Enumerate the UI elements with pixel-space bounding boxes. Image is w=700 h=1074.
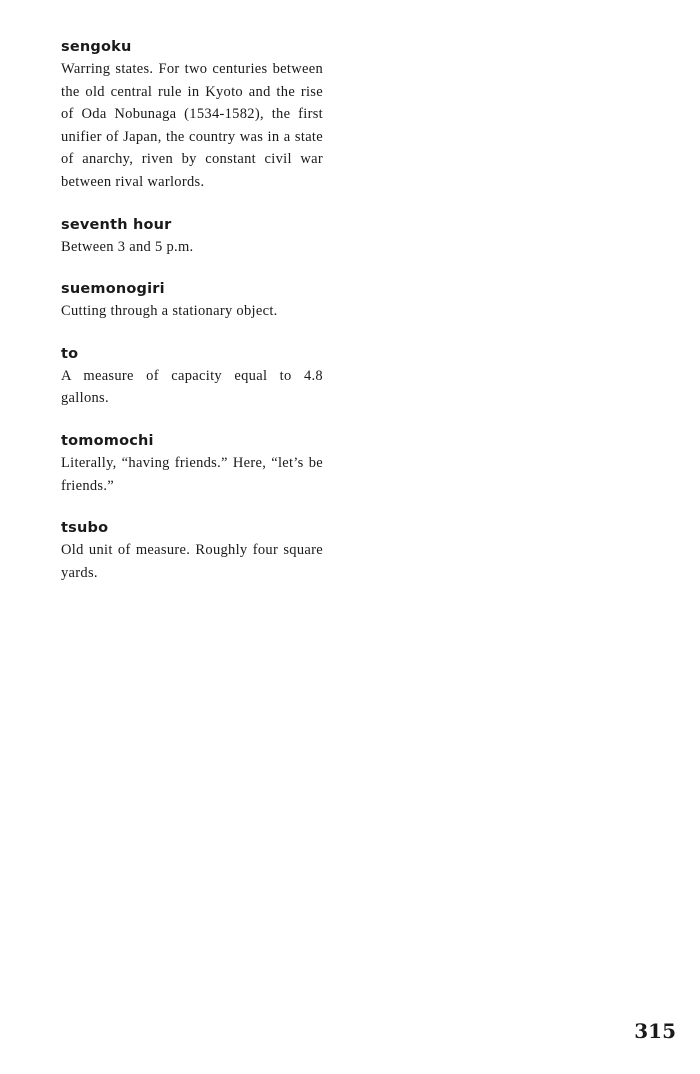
glossary-term: tomomochi — [61, 432, 154, 449]
glossary-entry-tomomochi — [61, 431, 323, 497]
glossary-term: seventh hour — [61, 216, 172, 233]
glossary-entry-suemonogiri — [61, 279, 323, 323]
glossary-definition: Cutting through a stationary object. — [61, 303, 278, 320]
glossary-definition: Warring states. For two centuries between the old central rule in Kyoto and the rise of Oda Nobunaga (1534-1582), the first unifier of Japan, the country was in a state of anarchy, riven by constant civil war between rival warlords. — [61, 61, 323, 190]
glossary-term: to — [61, 345, 79, 362]
glossary-definition: A measure of capacity equal to 4.8 gallons. — [61, 367, 323, 407]
glossary-entry-to — [61, 344, 323, 410]
glossary-term: tsubo — [61, 520, 109, 537]
page-number: 315 — [634, 1019, 676, 1043]
glossary-definition: Old unit of measure. Roughly four square yards. — [61, 542, 323, 581]
glossary-entry-tsubo — [61, 518, 323, 584]
glossary-entry-seventh-hour — [61, 215, 323, 259]
glossary-definition: Literally, “having friends.” Here, “let’s be friends.” — [61, 454, 323, 494]
glossary-list — [61, 37, 323, 605]
glossary-entry-sengoku — [61, 37, 323, 194]
glossary-term: suemonogiri — [61, 281, 165, 298]
glossary-definition: Between 3 and 5 p.m. — [61, 238, 194, 255]
glossary-term: sengoku — [61, 39, 132, 55]
